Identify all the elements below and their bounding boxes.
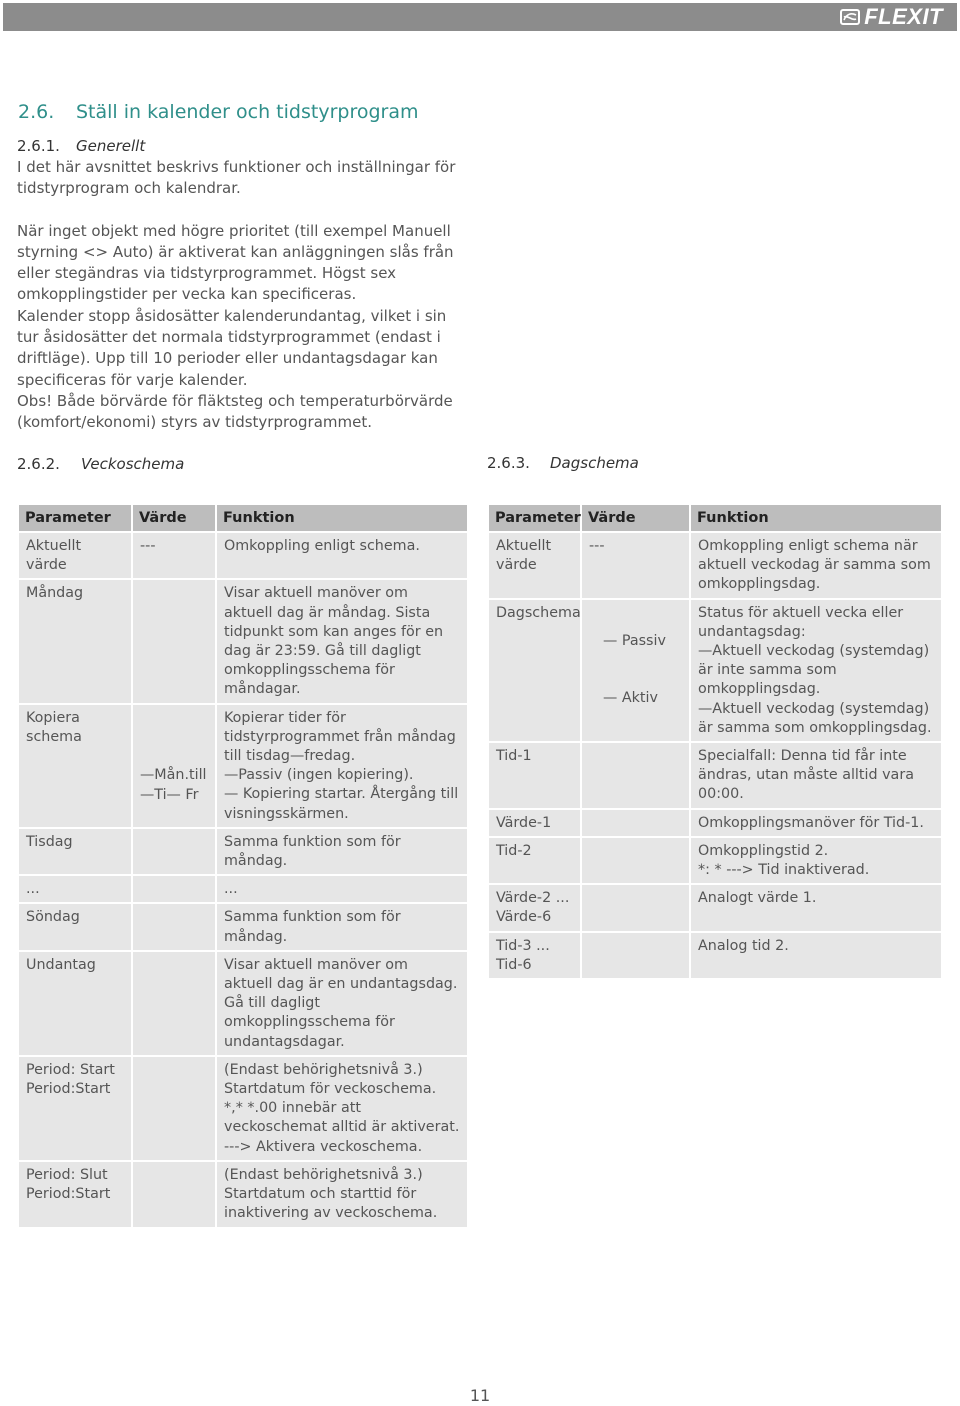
subsection-day-number: 2.6.3. [487, 454, 530, 472]
param-cell: ... [19, 876, 131, 902]
param-line: Värde-2 ... [496, 890, 570, 907]
column-header: Funktion [691, 505, 941, 531]
param-cell: Värde-1 [489, 810, 580, 836]
function-cell: ... [217, 876, 467, 902]
function-line: Status för aktuell vecka eller undantagsdag: [698, 604, 904, 640]
function-cell [217, 1057, 467, 1160]
param-cell: Dagschema [489, 600, 580, 741]
value-cell [133, 952, 215, 1055]
param-line: Period: Slut [26, 1166, 108, 1183]
table-row [489, 885, 941, 930]
param-cell: Kopiera schema [19, 705, 131, 827]
value-cell: --- [582, 533, 689, 598]
logo-text: FLEXIT [864, 4, 943, 29]
table-row [489, 933, 941, 978]
function-line: —Aktuell veckodag (systemdag) är samma som omkopplingsdag. [698, 700, 932, 736]
param-cell: Söndag [19, 904, 131, 949]
value-cell [582, 838, 689, 883]
flexit-logo-icon [840, 9, 860, 25]
table-row [19, 705, 467, 827]
value-cell [582, 810, 689, 836]
subsection-general-number: 2.6.1. [17, 137, 60, 155]
value-cell [133, 1057, 215, 1160]
table-row [19, 952, 467, 1055]
column-header: Parameter [489, 505, 580, 531]
value-cell [582, 933, 689, 978]
param-cell [19, 1057, 131, 1160]
value-cell [582, 885, 689, 930]
function-cell: Visar aktuell manöver om aktuell dag är en undantagsdag. Gå till dagligt omkopplingsschema för undantagsdagar. [217, 952, 467, 1055]
page-number: 11 [469, 1386, 491, 1405]
param-line: Tid-3 ... [496, 937, 550, 954]
table-row [489, 600, 941, 741]
column-header: Funktion [217, 505, 467, 531]
function-cell: Analog tid 2. [691, 933, 941, 978]
function-cell [691, 838, 941, 883]
subsection-day-heading [487, 454, 639, 472]
param-cell: Aktuellt värde [19, 533, 131, 578]
week-schedule-table [17, 503, 469, 1229]
intro-paragraph: Obs! Både börvärde för fläktsteg och temperaturbörvärde (komfort/ekonomi) styrs av tidstyrprogrammet. [17, 391, 453, 432]
subsection-day-title: Dagschema [550, 454, 639, 472]
param-cell: Måndag [19, 580, 131, 702]
intro-paragraph: I det här avsnittet beskrivs funktioner och inställningar för tidstyrprogram och kalendrar. [17, 158, 456, 198]
function-line: Omkopplingstid 2. [698, 842, 829, 859]
table-header-row [19, 505, 467, 531]
table-row [19, 533, 467, 578]
subsection-general-title: Generellt [76, 137, 146, 155]
function-line: — Kopiering startar. Återgång till visningsskärmen. [224, 786, 459, 822]
function-line: *,* *.00 innebär att veckoschemat alltid är aktiverat. ---> Aktivera veckoschema. [224, 1100, 460, 1155]
table-row [19, 580, 467, 702]
param-cell [19, 1162, 131, 1227]
table-row [19, 876, 467, 902]
value-line: —Mån.till [140, 767, 207, 784]
param-cell: Tid-2 [489, 838, 580, 883]
subsection-week-number: 2.6.2. [17, 455, 60, 473]
section-number: 2.6. [18, 101, 55, 123]
day-schedule-table [487, 503, 943, 980]
function-line: (Endast behörighetsnivå 3.) [224, 1166, 423, 1183]
table-row [19, 904, 467, 949]
table-row [489, 743, 941, 808]
value-cell [133, 904, 215, 949]
param-line: Värde-6 [496, 909, 552, 926]
column-header: Värde [133, 505, 215, 531]
param-cell [489, 885, 580, 930]
value-line: — Passiv [603, 632, 666, 649]
function-cell: Samma funktion som för måndag. [217, 904, 467, 949]
param-cell: Tisdag [19, 829, 131, 874]
param-line: Period: Start [26, 1061, 115, 1078]
table-row [489, 838, 941, 883]
param-line: Tid-6 [496, 956, 532, 973]
value-cell [133, 705, 215, 827]
value-cell [582, 743, 689, 808]
column-header: Parameter [19, 505, 131, 531]
function-cell [217, 705, 467, 827]
table-row [19, 1162, 467, 1227]
table-row [489, 533, 941, 598]
function-cell: Omkopplingsmanöver för Tid-1. [691, 810, 941, 836]
subsection-week-title: Veckoschema [81, 455, 185, 473]
intro-text [17, 157, 467, 434]
header-bar [3, 3, 957, 31]
function-cell [691, 600, 941, 741]
function-cell: Omkoppling enligt schema när aktuell veckodag är samma som omkopplingsdag. [691, 533, 941, 598]
value-line: — Aktiv [603, 689, 658, 706]
table-row [489, 810, 941, 836]
param-cell: Tid-1 [489, 743, 580, 808]
value-cell [133, 1162, 215, 1227]
param-line: Period:Start [26, 1186, 111, 1203]
value-cell [133, 580, 215, 702]
value-cell [133, 876, 215, 902]
function-cell: Visar aktuell manöver om aktuell dag är måndag. Sista tidpunkt som kan anges för en dag är 23:59. Gå till dagligt omkopplingsschema för måndagar. [217, 580, 467, 702]
subsection-general-heading [17, 137, 145, 155]
section-heading [18, 101, 418, 123]
value-cell [133, 829, 215, 874]
function-line: (Endast behörighetsnivå 3.) [224, 1061, 423, 1078]
column-header: Värde [582, 505, 689, 531]
function-line: —Aktuell veckodag (systemdag) är inte samma som omkopplingsdag. [698, 643, 930, 698]
table-header-row [489, 505, 941, 531]
function-line: Startdatum och starttid för inaktivering av veckoschema. [224, 1186, 438, 1222]
function-cell: Samma funktion som för måndag. [217, 829, 467, 874]
function-line: Startdatum för veckoschema. [224, 1081, 437, 1098]
table-row [19, 829, 467, 874]
param-cell: Aktuellt värde [489, 533, 580, 598]
table-row [19, 1057, 467, 1160]
value-cell: --- [133, 533, 215, 578]
function-cell: Analogt värde 1. [691, 885, 941, 930]
function-line: —Passiv (ingen kopiering). [224, 767, 414, 784]
brand-logo [840, 6, 943, 28]
param-line: Period:Start [26, 1081, 111, 1098]
function-cell: Omkoppling enligt schema. [217, 533, 467, 578]
function-cell: Specialfall: Denna tid får inte ändras, utan måste alltid vara 00:00. [691, 743, 941, 808]
value-line: —Ti— Fr [140, 786, 199, 803]
value-cell [582, 600, 689, 741]
section-title: Ställ in kalender och tidstyrprogram [76, 101, 419, 123]
param-cell: Undantag [19, 952, 131, 1055]
function-line: *: * ---> Tid inaktiverad. [698, 862, 870, 879]
function-line: Kopierar tider för tidstyrprogrammet från måndag till tisdag—fredag. [224, 709, 456, 765]
intro-paragraph: När inget objekt med högre prioritet (till exempel Manuell styrning <> Auto) är aktiverat kan anläggningen slås från eller stegändras via tidstyrprogrammet. Högst sex omkopplingstider per vecka kan specificeras. [17, 221, 454, 304]
intro-paragraph: Kalender stopp åsidosätter kalenderundantag, vilket i sin tur åsidosätter det normala tidstyrprogrammet (endast i driftläge). Upp till 10 perioder eller undantagsdagar kan specificeras för varje kalender. [17, 306, 447, 389]
function-cell [217, 1162, 467, 1227]
param-cell [489, 933, 580, 978]
subsection-week-heading [17, 455, 184, 473]
